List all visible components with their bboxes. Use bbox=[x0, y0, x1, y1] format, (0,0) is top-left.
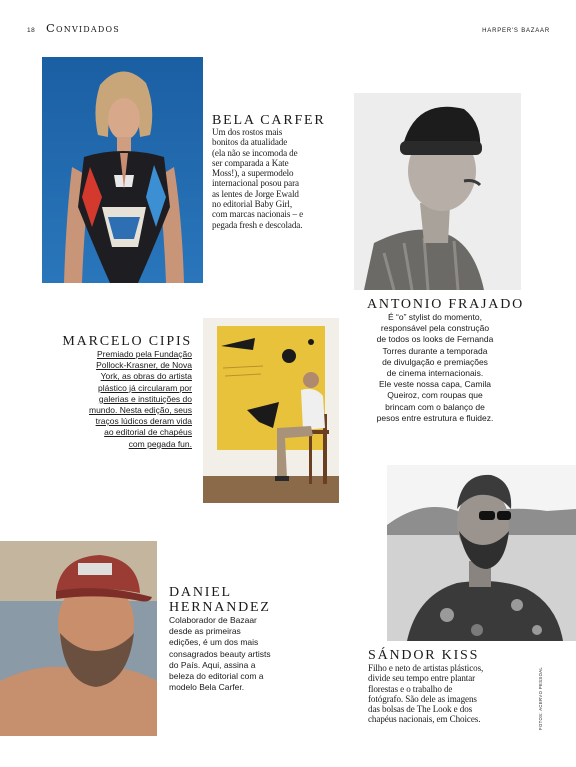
bio-line: modelo Bela Carfer. bbox=[169, 682, 245, 693]
bio-line: divide seu tempo entre plantar bbox=[368, 673, 476, 684]
antonio-frajado-photo bbox=[354, 93, 521, 290]
bio-line: fotógrafo. São dele as imagens bbox=[368, 693, 477, 704]
bio-line: brincam com o balanço de bbox=[385, 401, 485, 412]
bio-line: Moss!), a supermodelo bbox=[212, 168, 294, 179]
bio-line: Premiado pela Fundação bbox=[97, 349, 192, 359]
bio-line: Colaborador de Bazaar bbox=[169, 615, 257, 625]
bio-line: Pollock-Krasner, de Nova bbox=[96, 360, 192, 371]
marcelo-cipis-name: MARCELO CIPIS bbox=[62, 334, 192, 349]
bela-carfer-name: BELA CARFER bbox=[212, 113, 326, 128]
bio-line: das bolsas de The Look e dos bbox=[368, 704, 473, 715]
bio-line: de cinema internacionais. bbox=[386, 368, 484, 379]
sandor-kiss-photo bbox=[387, 465, 576, 641]
daniel-hernandez-photo bbox=[0, 541, 157, 736]
bio-line: galerias e instituições do bbox=[98, 393, 192, 404]
name-line: DANIEL bbox=[169, 585, 232, 600]
bio-line: mundo. Nesta edição, seus bbox=[88, 405, 192, 416]
section-title: Convidados bbox=[46, 21, 120, 35]
marcelo-cipis-bio bbox=[50, 349, 192, 450]
bio-line: ser comparada a Kate bbox=[212, 157, 289, 168]
bio-line: bonitos da atualidade bbox=[212, 137, 288, 148]
bio-line: Ele veste nossa capa, Camila bbox=[379, 379, 491, 390]
bio-line: ao editorial de chapéus bbox=[104, 427, 192, 438]
bio-line: florestas e o trabalho de bbox=[368, 683, 453, 694]
bio-line: Queiroz, com roupas que bbox=[387, 390, 483, 401]
bio-line: de divulgação e premiações bbox=[382, 356, 488, 367]
photo-credit: FOTOS: ACERVO PESSOAL bbox=[538, 666, 543, 730]
daniel-hernandez-bio bbox=[169, 615, 319, 693]
bio-line: plástico já circularam por bbox=[97, 382, 192, 393]
bio-line: Torres durante a temporada bbox=[382, 345, 488, 356]
bio-line: pesos entre estrutura e fluidez. bbox=[376, 412, 494, 423]
antonio-frajado-name: ANTONIO FRAJADO bbox=[367, 297, 525, 312]
bela-carfer-bio bbox=[212, 127, 337, 230]
sandor-kiss-name: SÁNDOR KISS bbox=[368, 648, 480, 663]
bio-line: responsável pela construção bbox=[380, 323, 490, 334]
bio-line: as lentes de Jorge Ewald bbox=[212, 188, 299, 199]
magazine-name: HARPER'S BAZAAR bbox=[482, 28, 550, 34]
bio-line: desde as primeiras bbox=[169, 626, 241, 637]
bio-line: consagrados beauty artists bbox=[169, 648, 271, 659]
sandor-kiss-bio bbox=[368, 663, 533, 725]
bio-line: É “o” stylist do momento, bbox=[387, 312, 482, 322]
bio-line: internacional posou para bbox=[212, 178, 299, 189]
bio-line: Filho e neto de artistas plásticos, bbox=[368, 663, 484, 673]
bio-line: com marcas nacionais – e bbox=[212, 209, 304, 220]
bio-line: (ela não se incomoda de bbox=[212, 147, 298, 158]
bio-line: no editorial Baby Girl, bbox=[212, 199, 293, 210]
marcelo-cipis-photo bbox=[203, 318, 339, 503]
bio-line: de todos os looks de Fernanda bbox=[376, 334, 494, 345]
bio-line: beleza do editorial com a bbox=[169, 671, 264, 682]
bio-line: com pegada fun. bbox=[128, 438, 192, 449]
name-line: HERNANDEZ bbox=[169, 600, 271, 615]
bio-line: pegada fresh e descolada. bbox=[212, 219, 303, 230]
bio-line: do País. Aqui, assina a bbox=[169, 659, 256, 670]
bio-line: Um dos rostos mais bbox=[212, 127, 283, 137]
antonio-frajado-bio bbox=[356, 312, 514, 424]
bio-line: edições, é um dos mais bbox=[169, 637, 259, 648]
daniel-hernandez-name bbox=[169, 585, 271, 615]
bela-carfer-photo bbox=[42, 57, 203, 283]
bio-line: traços lúdicos deram vida bbox=[95, 416, 192, 427]
bio-line: chapéus nacionais, em Choices. bbox=[368, 714, 481, 725]
page-number: 18 bbox=[27, 27, 36, 34]
bio-line: York, as obras do artista bbox=[100, 371, 192, 382]
